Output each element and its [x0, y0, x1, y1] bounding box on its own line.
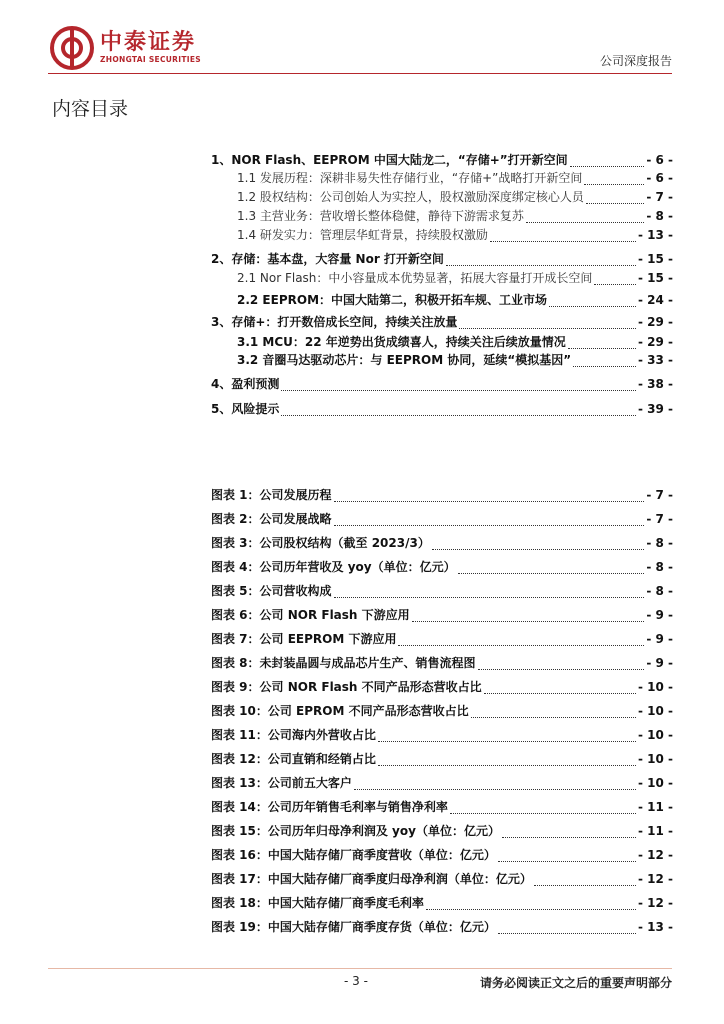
- figure-entry-page: - 12 -: [637, 896, 673, 910]
- leader-dots: [549, 306, 636, 307]
- toc-entry-page: - 38 -: [637, 377, 673, 391]
- figure-entry-page: - 12 -: [637, 872, 673, 886]
- figure-entry-label: 图表 5：公司营收构成: [211, 584, 332, 598]
- leader-dots: [570, 166, 645, 167]
- leader-dots: [471, 717, 636, 718]
- figure-entry-page: - 13 -: [637, 920, 673, 934]
- toc-entry[interactable]: [237, 291, 673, 310]
- toc-entry[interactable]: [237, 226, 673, 245]
- leader-dots: [484, 693, 636, 694]
- toc-entry[interactable]: [211, 151, 673, 170]
- toc-entry-label: 1.2 股权结构：公司创始人为实控人，股权激励深度绑定核心人员: [237, 190, 584, 204]
- toc-entry-page: - 13 -: [637, 228, 673, 242]
- figure-entry[interactable]: [211, 726, 673, 745]
- figure-entry-label: 图表 1：公司发展历程: [211, 488, 332, 502]
- figure-entry[interactable]: [211, 606, 673, 625]
- toc-entry-label: 5、风险提示: [211, 402, 280, 416]
- toc-entry[interactable]: [237, 169, 673, 188]
- figure-entry-page: - 12 -: [637, 848, 673, 862]
- figure-entry-label: 图表 11：公司海内外营收占比: [211, 728, 376, 742]
- toc-entry-label: 1.3 主营业务：营收增长整体稳健，静待下游需求复苏: [237, 209, 524, 223]
- leader-dots: [334, 597, 645, 598]
- figure-entry[interactable]: [211, 894, 673, 913]
- leader-dots: [412, 621, 645, 622]
- toc-entry-label: 1、NOR Flash、EEPROM 中国大陆龙二，“存储+”打开新空间: [211, 153, 568, 167]
- figure-entry-label: 图表 15：公司历年归母净利润及 yoy（单位：亿元）: [211, 824, 500, 838]
- toc-entry-page: - 29 -: [637, 315, 673, 329]
- leader-dots: [458, 573, 645, 574]
- figure-entry-page: - 9 -: [646, 632, 673, 646]
- toc-entry[interactable]: [211, 250, 673, 269]
- figure-entry-page: - 10 -: [637, 680, 673, 694]
- figure-entry-label: 图表 7：公司 EEPROM 下游应用: [211, 632, 397, 646]
- footer-disclaimer: 请务必阅读正文之后的重要声明部分: [479, 976, 672, 990]
- figure-entry[interactable]: [211, 846, 673, 865]
- figure-entry[interactable]: [211, 630, 673, 649]
- toc-entry-label: 2.2 EEPROM：中国大陆第二，积极开拓车规、工业市场: [237, 293, 548, 307]
- toc-entry-label: 1.4 研发实力：管理层华虹背景，持续股权激励: [237, 228, 488, 242]
- leader-dots: [526, 222, 644, 223]
- figure-entry[interactable]: [211, 558, 673, 577]
- toc-entry-page: - 6 -: [646, 153, 673, 167]
- leader-dots: [584, 184, 644, 185]
- leader-dots: [354, 789, 636, 790]
- figure-entry[interactable]: [211, 486, 673, 505]
- toc-entry[interactable]: [211, 400, 673, 419]
- figure-entry-label: 图表 16：中国大陆存储厂商季度营收（单位：亿元）: [211, 848, 496, 862]
- brand-name-en: ZHONGTAI SECURITIES: [100, 55, 201, 64]
- leader-dots: [478, 669, 645, 670]
- leader-dots: [586, 203, 644, 204]
- figure-entry-page: - 7 -: [646, 488, 673, 502]
- figure-entry-page: - 9 -: [646, 656, 673, 670]
- figure-entry-label: 图表 6：公司 NOR Flash 下游应用: [211, 608, 410, 622]
- toc-entry-page: - 24 -: [637, 293, 673, 307]
- leader-dots: [568, 348, 636, 349]
- leader-dots: [450, 813, 636, 814]
- leader-dots: [426, 909, 636, 910]
- leader-dots: [378, 765, 636, 766]
- figure-entry[interactable]: [211, 582, 673, 601]
- toc-entry-page: - 8 -: [646, 209, 673, 223]
- figure-entry-label: 图表 8：未封装晶圆与成品芯片生产、销售流程图: [211, 656, 476, 670]
- toc-entry[interactable]: [211, 313, 673, 332]
- figure-entry[interactable]: [211, 702, 673, 721]
- toc-entry-label: 2.1 Nor Flash：中小容量成本优势显著，拓展大容量打开成长空间: [237, 271, 593, 285]
- figure-entry-label: 图表 12：公司直销和经销占比: [211, 752, 376, 766]
- figure-entry-page: - 10 -: [637, 776, 673, 790]
- toc-entry-page: - 29 -: [637, 335, 673, 349]
- toc-title: 内容目录: [52, 98, 129, 120]
- leader-dots: [594, 284, 636, 285]
- toc-entry-page: - 39 -: [637, 402, 673, 416]
- figure-entry-page: - 8 -: [646, 536, 673, 550]
- header-divider: [48, 73, 672, 74]
- figure-entry-page: - 7 -: [646, 512, 673, 526]
- figure-entry[interactable]: [211, 678, 673, 697]
- report-type: 公司深度报告: [599, 54, 672, 68]
- figure-entry-label: 图表 3：公司股权结构（截至 2023/3）: [211, 536, 430, 550]
- toc-entry-label: 3.2 音圈马达驱动芯片：与 EEPROM 协同，延续“模拟基因”: [237, 353, 572, 367]
- toc-entry[interactable]: [237, 333, 673, 352]
- brand-name-cn: 中泰证券: [100, 30, 197, 55]
- leader-dots: [498, 861, 636, 862]
- leader-dots: [398, 645, 644, 646]
- figure-entry-page: - 11 -: [637, 800, 673, 814]
- page-header: [0, 0, 724, 80]
- figure-entry[interactable]: [211, 654, 673, 673]
- leader-dots: [281, 415, 636, 416]
- toc-entry[interactable]: [237, 207, 673, 226]
- figure-entry-page: - 8 -: [646, 584, 673, 598]
- figure-entry-label: 图表 18：中国大陆存储厂商季度毛利率: [211, 896, 424, 910]
- leader-dots: [502, 837, 636, 838]
- leader-dots: [446, 265, 636, 266]
- figure-entry-label: 图表 2：公司发展战略: [211, 512, 332, 526]
- figure-entry-label: 图表 17：中国大陆存储厂商季度归母净利润（单位：亿元）: [211, 872, 532, 886]
- toc-entry-page: - 15 -: [637, 271, 673, 285]
- leader-dots: [534, 885, 636, 886]
- figure-entry-page: - 8 -: [646, 560, 673, 574]
- toc-entry-label: 1.1 发展历程：深耕非易失性存储行业，“存储+”战略打开新空间: [237, 171, 583, 185]
- figure-entry[interactable]: [211, 870, 673, 889]
- leader-dots: [498, 933, 636, 934]
- figure-entry[interactable]: [211, 798, 673, 817]
- figure-entry[interactable]: [211, 750, 673, 769]
- footer-divider: [48, 968, 672, 969]
- figure-entry-label: 图表 14：公司历年销售毛利率与销售净利率: [211, 800, 448, 814]
- toc-entry[interactable]: [237, 351, 673, 370]
- figure-entry-label: 图表 10：公司 EPROM 不同产品形态营收占比: [211, 704, 469, 718]
- leader-dots: [334, 525, 645, 526]
- toc-entry-label: 3、存储+：打开数倍成长空间，持续关注放量: [211, 315, 458, 329]
- toc-entry-page: - 15 -: [637, 252, 673, 266]
- figure-entry-label: 图表 4：公司历年营收及 yoy（单位：亿元）: [211, 560, 456, 574]
- figure-entry-label: 图表 13：公司前五大客户: [211, 776, 352, 790]
- toc-entry-label: 4、盈利预测: [211, 377, 280, 391]
- figure-entry-label: 图表 9：公司 NOR Flash 不同产品形态营收占比: [211, 680, 482, 694]
- zhongtai-logo-icon: [50, 26, 94, 70]
- figure-entry[interactable]: [211, 918, 673, 937]
- leader-dots: [281, 390, 636, 391]
- toc-entry-label: 2、存储：基本盘，大容量 Nor 打开新空间: [211, 252, 444, 266]
- figure-entry[interactable]: [211, 510, 673, 529]
- toc-entry-page: - 6 -: [646, 171, 673, 185]
- figure-entry[interactable]: [211, 774, 673, 793]
- figure-entry-page: - 10 -: [637, 752, 673, 766]
- leader-dots: [378, 741, 636, 742]
- toc-entry[interactable]: [237, 188, 673, 207]
- toc-entry[interactable]: [211, 375, 673, 394]
- leader-dots: [334, 501, 645, 502]
- toc-entry-page: - 7 -: [646, 190, 673, 204]
- figure-entry-page: - 10 -: [637, 704, 673, 718]
- company-logo: [50, 26, 201, 70]
- leader-dots: [490, 241, 636, 242]
- leader-dots: [459, 328, 636, 329]
- figure-entry-page: - 10 -: [637, 728, 673, 742]
- leader-dots: [432, 549, 644, 550]
- figure-entry[interactable]: [211, 534, 673, 553]
- toc-entry-page: - 33 -: [637, 353, 673, 367]
- figure-entry[interactable]: [211, 822, 673, 841]
- figure-entry-label: 图表 19：中国大陆存储厂商季度存货（单位：亿元）: [211, 920, 496, 934]
- figure-entry-page: - 9 -: [646, 608, 673, 622]
- page-number: - 3 -: [344, 974, 368, 988]
- leader-dots: [573, 366, 636, 367]
- toc-entry[interactable]: [237, 269, 673, 288]
- figure-entry-page: - 11 -: [637, 824, 673, 838]
- toc-entry-label: 3.1 MCU：22 年逆势出货成绩喜人，持续关注后续放量情况: [237, 335, 566, 349]
